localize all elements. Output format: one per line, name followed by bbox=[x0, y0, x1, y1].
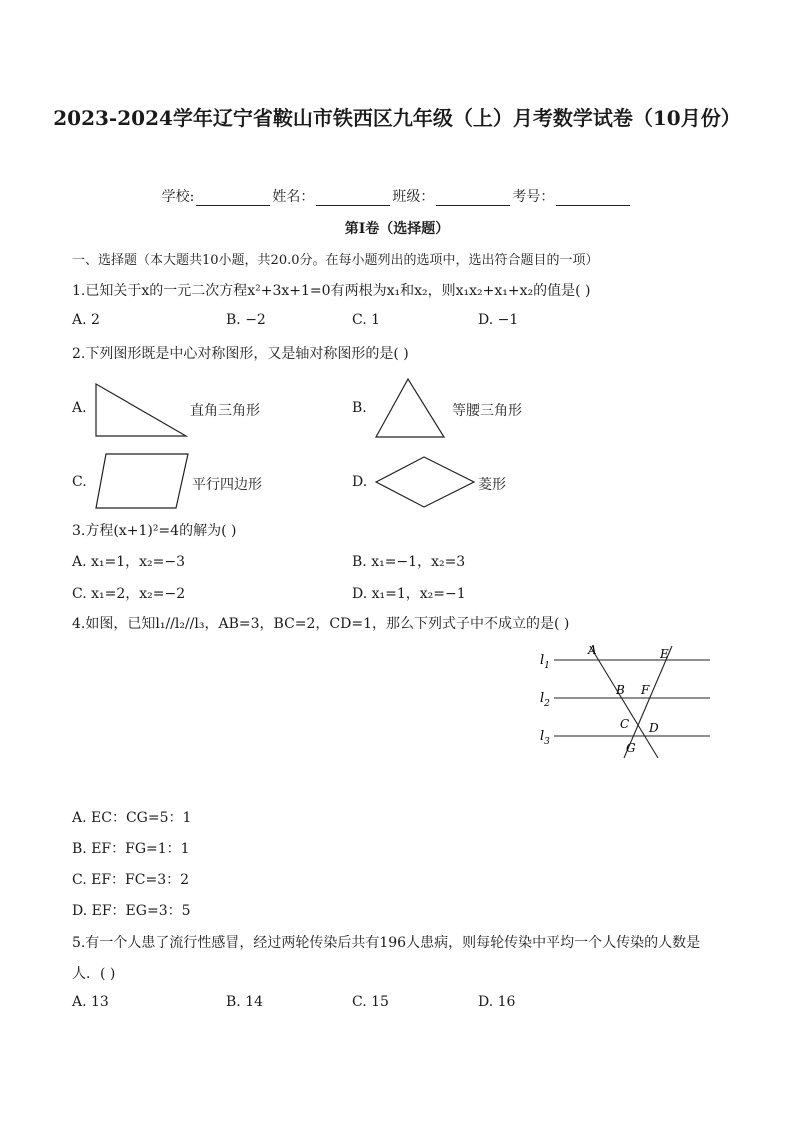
label-a: A bbox=[588, 643, 597, 657]
label-l3: $l_3$ bbox=[540, 729, 550, 747]
shape-label-isosceles-triangle: 等腰三角形 bbox=[452, 403, 522, 419]
school-label: 学校: bbox=[161, 189, 195, 205]
label-g: G bbox=[626, 741, 636, 755]
label-c: C bbox=[620, 717, 630, 731]
parallel-lines-figure bbox=[536, 642, 716, 762]
shape-label-right-triangle: 直角三角形 bbox=[190, 403, 260, 419]
question-5-stem-line2: 人．( ) bbox=[72, 966, 116, 982]
number-blank[interactable] bbox=[556, 193, 630, 206]
question-5-option-d[interactable]: D. 16 bbox=[478, 994, 516, 1010]
question-2-option-c[interactable]: C. bbox=[72, 474, 87, 490]
class-label: 班级： bbox=[392, 189, 435, 205]
class-blank[interactable] bbox=[436, 193, 510, 206]
question-1-option-a[interactable]: A. 2 bbox=[72, 312, 100, 328]
question-2-stem: 2.下列图形既是中心对称图形，又是轴对称图形的是( ) bbox=[72, 346, 409, 362]
rhombus-figure bbox=[372, 454, 478, 510]
question-3-option-b[interactable]: B. x₁=−1，x₂=3 bbox=[352, 554, 466, 570]
section-title: 第I卷（选择题） bbox=[344, 221, 450, 237]
question-3-option-a[interactable]: A. x₁=1，x₂=−3 bbox=[72, 554, 186, 570]
question-2-option-a[interactable]: A. bbox=[72, 400, 87, 416]
question-4-option-c[interactable]: C. EF：FC=3：2 bbox=[72, 872, 190, 888]
label-d: D bbox=[649, 721, 659, 735]
number-label: 考号： bbox=[512, 189, 555, 205]
question-4-option-b[interactable]: B. EF：FG=1：1 bbox=[72, 841, 190, 857]
label-l1: $l_1$ bbox=[540, 653, 550, 671]
shape-label-rhombus: 菱形 bbox=[478, 477, 506, 493]
name-blank[interactable] bbox=[316, 193, 390, 206]
question-5-option-b[interactable]: B. 14 bbox=[226, 994, 264, 1010]
isosceles-triangle-figure bbox=[372, 376, 452, 440]
question-4-option-a[interactable]: A. EC：CG=5：1 bbox=[72, 810, 192, 826]
parallelogram-figure bbox=[92, 450, 192, 512]
page-title: 2023-2024学年辽宁省鞍山市铁西区九年级（上）月考数学试卷（10月份） bbox=[53, 106, 741, 130]
question-1-stem: 1.已知关于x的一元二次方程x²+3x+1=0有两根为x₁和x₂，则x₁x₂+x₁+x₂的值是( ) bbox=[72, 283, 591, 299]
right-triangle-figure bbox=[90, 380, 190, 440]
label-e: E bbox=[660, 647, 669, 661]
name-label: 姓名： bbox=[272, 189, 315, 205]
question-3-option-d[interactable]: D. x₁=1，x₂=−1 bbox=[352, 586, 466, 602]
question-5-option-a[interactable]: A. 13 bbox=[72, 994, 109, 1010]
label-l2: $l_2$ bbox=[540, 691, 550, 709]
question-1-option-c[interactable]: C. 1 bbox=[352, 312, 381, 328]
label-b: B bbox=[616, 683, 625, 697]
shape-label-parallelogram: 平行四边形 bbox=[192, 477, 262, 493]
school-blank[interactable] bbox=[196, 193, 270, 206]
question-5-stem-line1: 5.有一个人患了流行性感冒，经过两轮传染后共有196人患病，则每轮传染中平均一个人传染的人数是 bbox=[72, 935, 701, 951]
question-2-option-b[interactable]: B. bbox=[352, 400, 367, 416]
part-instructions: 一、选择题（本大题共10小题，共20.0分。在每小题列出的选项中，选出符合题目的一项） bbox=[72, 253, 599, 268]
question-4-option-d[interactable]: D. EF：EG=3：5 bbox=[72, 903, 191, 919]
question-3-stem: 3.方程(x+1)²=4的解为( ) bbox=[72, 523, 237, 539]
label-f: F bbox=[641, 683, 650, 697]
student-info-line bbox=[0, 186, 794, 206]
question-5-option-c[interactable]: C. 15 bbox=[352, 994, 389, 1010]
question-3-option-c[interactable]: C. x₁=2，x₂=−2 bbox=[72, 586, 186, 602]
question-1-option-b[interactable]: B. −2 bbox=[226, 312, 266, 328]
question-1-option-d[interactable]: D. −1 bbox=[478, 312, 519, 328]
question-2-option-d[interactable]: D. bbox=[352, 474, 368, 490]
question-4-stem: 4.如图，已知l₁//l₂//l₃，AB=3，BC=2，CD=1，那么下列式子中不成立的是( ) bbox=[72, 616, 570, 632]
